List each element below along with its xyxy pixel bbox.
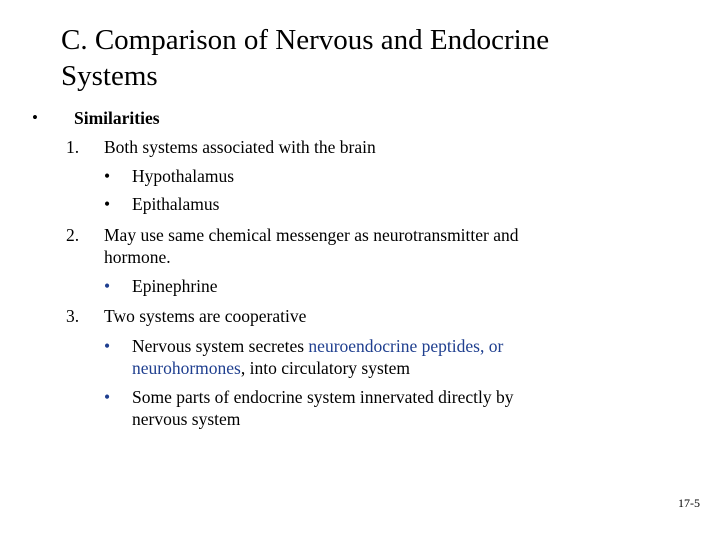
item-number: 1. [66, 137, 80, 157]
sub-item-epinephrine [104, 275, 218, 297]
item-text-line2: hormone. [104, 247, 171, 267]
sub-bullet: • [104, 276, 111, 296]
page-number: 17-5 [678, 496, 700, 510]
slide-title-line1: C. Comparison of Nervous and Endocrine [61, 24, 550, 56]
sub-item-innervation [104, 386, 514, 430]
sub-bullet: • [104, 387, 111, 407]
sub-bullet: • [104, 194, 111, 214]
numbered-item-3 [66, 305, 306, 327]
section-heading-similarities: Similarities [74, 108, 160, 128]
sub-item-text-plain: Nervous system secretes [132, 336, 309, 356]
sub-item-text-plain: , into circulatory system [240, 358, 411, 378]
sub-bullet: • [104, 336, 111, 356]
sub-item-text-line2: nervous system [132, 409, 241, 429]
sub-item-hypothalamus [104, 165, 234, 187]
numbered-item-2 [66, 224, 519, 268]
sub-item-text-line1: Some parts of endocrine system innervated directly by [132, 387, 514, 407]
item-number: 2. [66, 225, 80, 245]
sub-item-text [132, 386, 514, 430]
item-text: Two systems are cooperative [104, 306, 307, 326]
sub-item-text [132, 335, 503, 379]
slide-title [61, 22, 661, 94]
sub-bullet: • [104, 166, 111, 186]
sub-item-text: Epinephrine [132, 276, 218, 296]
highlighted-term: neurohormones [132, 358, 241, 378]
highlighted-term: neuroendocrine peptides, or [308, 336, 504, 356]
item-text [104, 224, 519, 268]
sub-item-epithalamus [104, 193, 219, 215]
slide-title-line2: Systems [61, 60, 158, 92]
sub-item-text: Epithalamus [132, 194, 220, 214]
sub-item-neurohormones [104, 335, 503, 379]
item-text: Both systems associated with the brain [104, 137, 376, 157]
main-bullet: • [32, 108, 38, 127]
sub-item-text: Hypothalamus [132, 166, 235, 186]
item-text-line1: May use same chemical messenger as neurotransmitter and [104, 225, 519, 245]
numbered-item-1 [66, 136, 376, 158]
item-number: 3. [66, 306, 80, 326]
